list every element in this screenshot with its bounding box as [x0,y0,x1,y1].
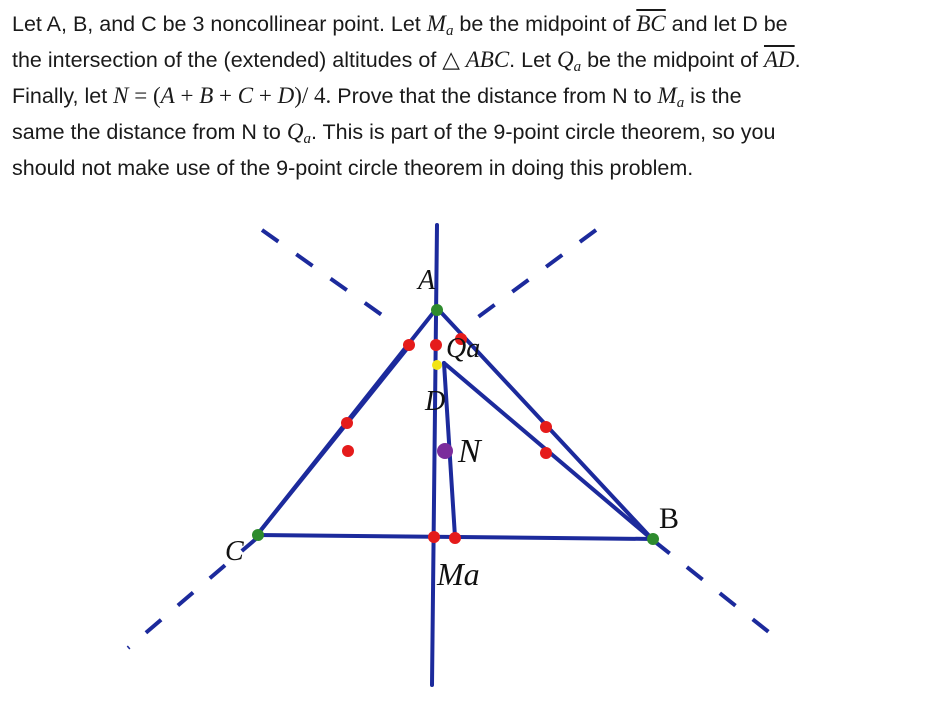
point-qa-yellow [432,360,442,370]
label-a: A [418,265,436,296]
point-c [252,529,264,541]
point-ab-mid-lower [540,447,552,459]
problem-statement [12,6,942,186]
math-op: + [213,83,238,108]
math-base: Q [556,47,574,72]
text: . [794,48,801,72]
math-abc: ABC [465,47,510,72]
label-qa: Qa [446,333,481,364]
label-c: C [225,536,244,567]
text: be the midpoint of [581,48,764,72]
text: Let A, B, and C be 3 noncollinear point. Let [12,12,427,36]
math-base: Q [286,119,304,144]
math-ma [426,11,454,39]
math-qa [556,47,582,75]
math-sub: a [676,95,685,111]
math-b: B [199,83,214,108]
math-sub: a [573,59,582,75]
text: the intersection of the (extended) altitudes of [12,48,443,72]
math-base: M [426,11,446,36]
segment-c-to-qa-side [257,345,410,535]
point-qa-red-center [430,339,442,351]
math-sub: a [303,131,311,147]
problem-line-1 [12,6,942,42]
math-sub: a [445,23,454,39]
text: should not make use of the 9-point circle theorem in doing this problem. [12,156,694,180]
math-qa [286,119,311,147]
math-c: C [237,83,254,108]
math-op: = ( [128,83,161,108]
point-ac-mid-lower [342,445,354,457]
text: Prove that the distance from N to [331,84,658,108]
segment-ad: $\overline{AD}$ [763,47,795,72]
text: be the midpoint of [453,12,637,36]
text: is the [684,84,742,108]
geometry-figure [0,205,949,707]
text: and let D be [665,12,788,36]
problem-line-4 [12,114,942,150]
altitude-from-b-lower [654,541,775,637]
text: . This is part of the 9-point circle theorem, so you [310,120,776,144]
label-d: D [425,386,446,417]
math-n: N [113,83,129,108]
text: same the distance from N to [12,120,287,144]
point-ac-mid-upper [341,417,353,429]
point-ma-left [428,531,440,543]
altitude-from-c-extended [470,230,596,323]
math-a: A [160,83,175,108]
problem-line-3 [12,78,942,114]
label-b: B [659,502,680,535]
point-a [431,304,443,316]
problem-line-5 [12,150,942,186]
math-base: M [657,83,677,108]
math-ma [657,83,685,111]
problem-line-2 [12,42,942,78]
label-ma: Ma [437,556,480,592]
point-ma-right [449,532,461,544]
math-op: + [174,83,200,108]
altitude-from-b-extended [262,230,396,325]
point-b [647,533,659,545]
point-qa-red-left [403,339,415,351]
segment-bc: $\overline{BC}$ [636,11,666,36]
text: . Let [509,48,557,72]
solid-lines [257,225,654,685]
label-n: N [458,433,481,470]
point-n [437,443,453,459]
point-ab-mid-upper [540,421,552,433]
math-op: )/ 4. [294,83,332,108]
triangle-symbol: △ [442,47,466,72]
text: Finally, let [12,84,114,108]
math-d: D [277,83,295,108]
math-op: + [253,83,278,108]
